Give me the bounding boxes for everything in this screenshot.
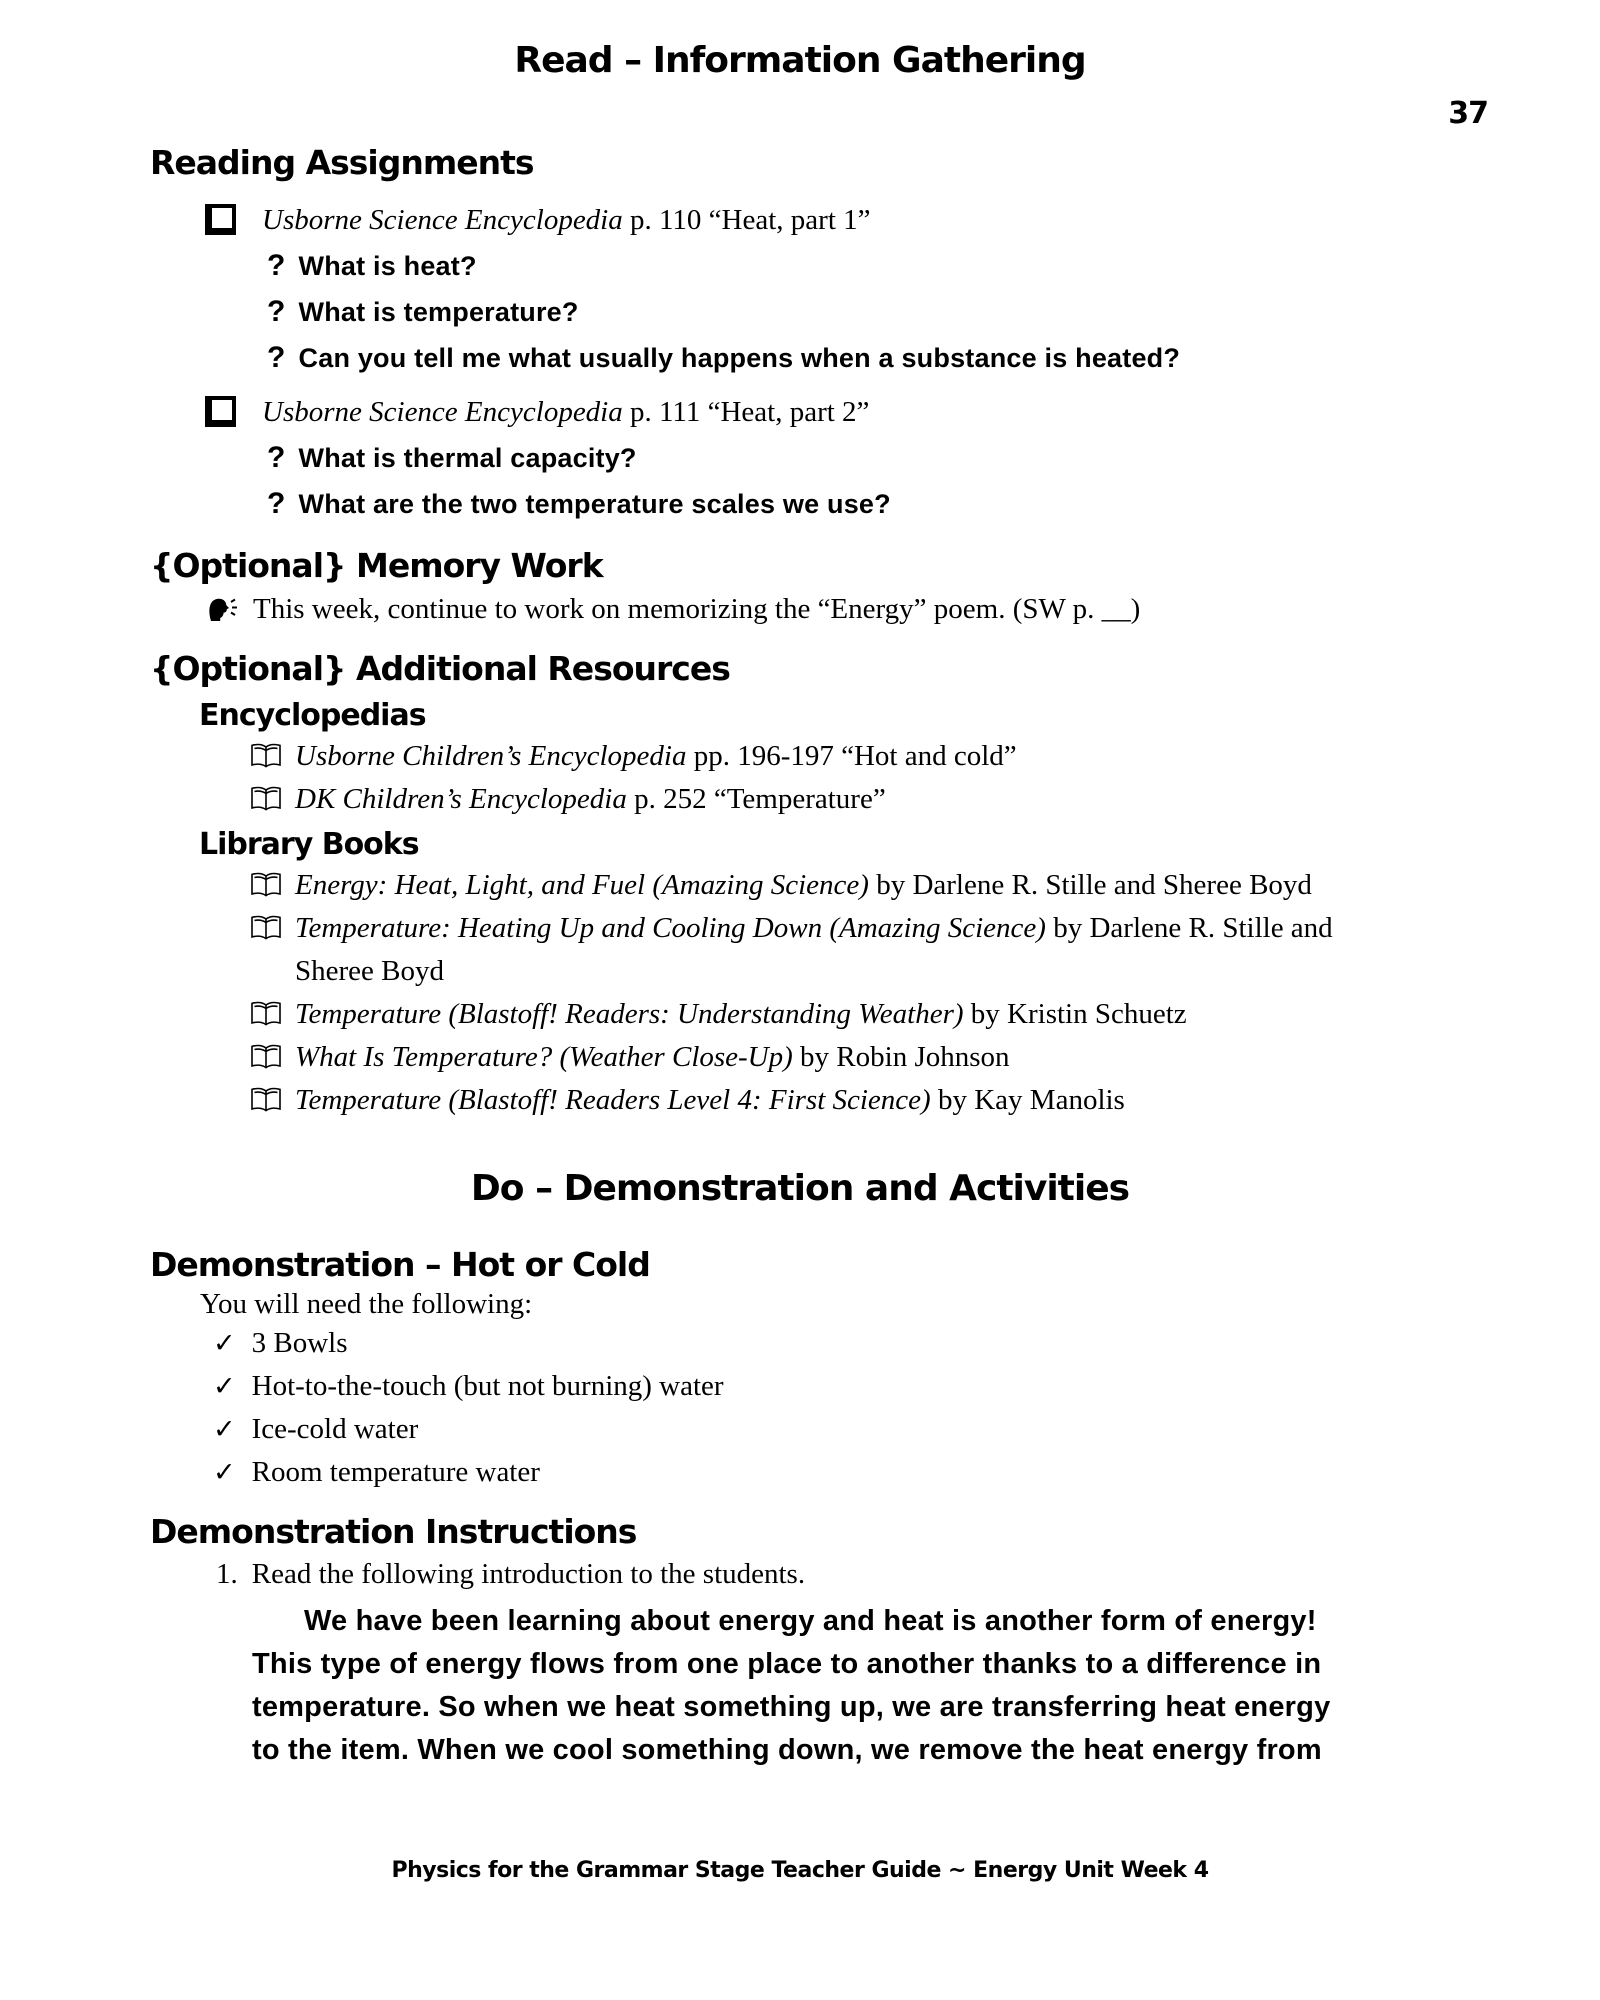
supply-text: Ice-cold water	[251, 1413, 419, 1445]
resource-reference: p. 252 “Temperature”	[626, 783, 886, 815]
supply-item	[213, 1365, 1600, 1408]
question-text: What is thermal capacity?	[298, 443, 637, 473]
assignment-text	[262, 198, 871, 242]
book-title: What Is Temperature? (Weather Close-Up)	[295, 1041, 793, 1073]
book-title: Temperature: Heating Up and Cooling Down (Amazing Science)	[295, 912, 1046, 944]
question-text: Can you tell me what usually happens when a substance is heated?	[298, 343, 1181, 373]
encyclopedia-item	[250, 778, 1600, 821]
memory-work-item	[203, 587, 1600, 631]
heading-encyclopedias: Encyclopedias	[199, 698, 426, 733]
book-author-line2: Sheree Boyd	[295, 955, 444, 987]
supply-item	[213, 1451, 1600, 1494]
supply-text: Hot-to-the-touch (but not burning) water	[251, 1370, 724, 1402]
instruction-step	[216, 1553, 1600, 1596]
book-author: by Kristin Schuetz	[963, 998, 1187, 1030]
book-author: by Kay Manolis	[930, 1084, 1125, 1116]
section-title-do: Do – Demonstration and Activities	[470, 1168, 1130, 1209]
checkbox-icon	[205, 204, 236, 235]
open-book-icon	[250, 1087, 282, 1113]
reading-assignment-item	[205, 198, 1600, 242]
checkmark-icon: ✓	[213, 1328, 236, 1359]
script-line: We have been learning about energy and heat is another form of energy!	[304, 1605, 1317, 1637]
book-title: Temperature (Blastoff! Readers: Understanding Weather)	[295, 998, 964, 1030]
encyclopedia-item	[250, 735, 1600, 778]
resource-text	[295, 778, 886, 821]
heading-demonstration: Demonstration – Hot or Cold	[150, 1245, 650, 1284]
question-text: What are the two temperature scales we use?	[298, 489, 891, 519]
page-footer: Physics for the Grammar Stage Teacher Guide ~ Energy Unit Week 4	[391, 1858, 1209, 1883]
book-title: Usborne Science Encyclopedia	[262, 204, 623, 236]
supply-item	[213, 1408, 1600, 1451]
library-book-item	[250, 993, 1600, 1036]
book-entry	[295, 993, 1187, 1036]
script-line: temperature. So when we heat something up, we are transferring heat energy	[252, 1691, 1331, 1723]
question-mark-icon: ?	[267, 341, 286, 374]
checkmark-icon: ✓	[213, 1371, 236, 1402]
supply-text: 3 Bowls	[251, 1327, 348, 1359]
supplies-intro: You will need the following:	[200, 1288, 533, 1320]
book-title: Energy: Heat, Light, and Fuel (Amazing Science)	[295, 869, 869, 901]
question-item	[267, 244, 1600, 288]
question-mark-icon: ?	[267, 441, 286, 474]
step-text: Read the following introduction to the students.	[251, 1558, 806, 1590]
question-item	[267, 336, 1600, 380]
book-title: Temperature (Blastoff! Readers Level 4: First Science)	[295, 1084, 931, 1116]
book-author: by Darlene R. Stille and	[1045, 912, 1333, 944]
heading-memory-work: {Optional} Memory Work	[150, 546, 603, 585]
script-line: to the item. When we cool something down, we remove the heat energy from	[252, 1734, 1322, 1766]
open-book-icon	[250, 872, 282, 898]
library-book-item	[250, 1079, 1600, 1122]
question-item	[267, 436, 1600, 480]
book-author: by Darlene R. Stille and Sheree Boyd	[868, 869, 1312, 901]
question-item	[267, 290, 1600, 334]
supply-text: Room temperature water	[251, 1456, 540, 1488]
step-number: 1.	[216, 1558, 238, 1590]
heading-reading-assignments: Reading Assignments	[150, 143, 534, 182]
resource-text	[295, 735, 1017, 778]
question-mark-icon: ?	[267, 249, 286, 282]
checkmark-icon: ✓	[213, 1414, 236, 1445]
memory-work-text: This week, continue to work on memorizing the “Energy” poem. (SW p. __)	[253, 593, 1141, 625]
heading-additional-resources: {Optional} Additional Resources	[150, 649, 730, 688]
assignment-reference: p. 111 “Heat, part 2”	[622, 396, 870, 428]
book-title: Usborne Science Encyclopedia	[262, 396, 623, 428]
open-book-icon	[250, 1001, 282, 1027]
question-mark-icon: ?	[267, 295, 286, 328]
open-book-icon	[250, 786, 282, 812]
supply-item	[213, 1322, 1600, 1365]
teacher-script	[252, 1600, 1437, 1772]
open-book-icon	[250, 743, 282, 769]
book-title: Usborne Children’s Encyclopedia	[295, 740, 687, 772]
checkmark-icon: ✓	[213, 1457, 236, 1488]
heading-library-books: Library Books	[199, 827, 419, 862]
book-entry	[295, 907, 1333, 993]
open-book-icon	[250, 1044, 282, 1070]
section-title-read: Read – Information Gathering	[514, 40, 1086, 81]
resource-reference: pp. 196-197 “Hot and cold”	[686, 740, 1017, 772]
library-book-item	[250, 1036, 1600, 1079]
library-book-item	[250, 864, 1600, 907]
script-line: This type of energy flows from one place to another thanks to a difference in	[252, 1648, 1322, 1680]
question-item	[267, 482, 1600, 526]
book-author: by Robin Johnson	[792, 1041, 1010, 1073]
open-book-icon	[250, 915, 282, 941]
page-number: 37	[1448, 96, 1488, 131]
question-text: What is heat?	[298, 251, 477, 281]
assignment-reference: p. 110 “Heat, part 1”	[622, 204, 871, 236]
checkbox-icon	[205, 396, 236, 427]
book-entry	[295, 1036, 1010, 1079]
question-text: What is temperature?	[298, 297, 579, 327]
library-book-item	[250, 907, 1600, 993]
book-title: DK Children’s Encyclopedia	[295, 783, 627, 815]
reading-assignment-item	[205, 390, 1600, 434]
heading-demonstration-instructions: Demonstration Instructions	[150, 1512, 637, 1551]
speaking-head-icon	[203, 591, 237, 625]
book-entry	[295, 864, 1312, 907]
question-mark-icon: ?	[267, 487, 286, 520]
book-entry	[295, 1079, 1125, 1122]
assignment-text	[262, 390, 869, 434]
